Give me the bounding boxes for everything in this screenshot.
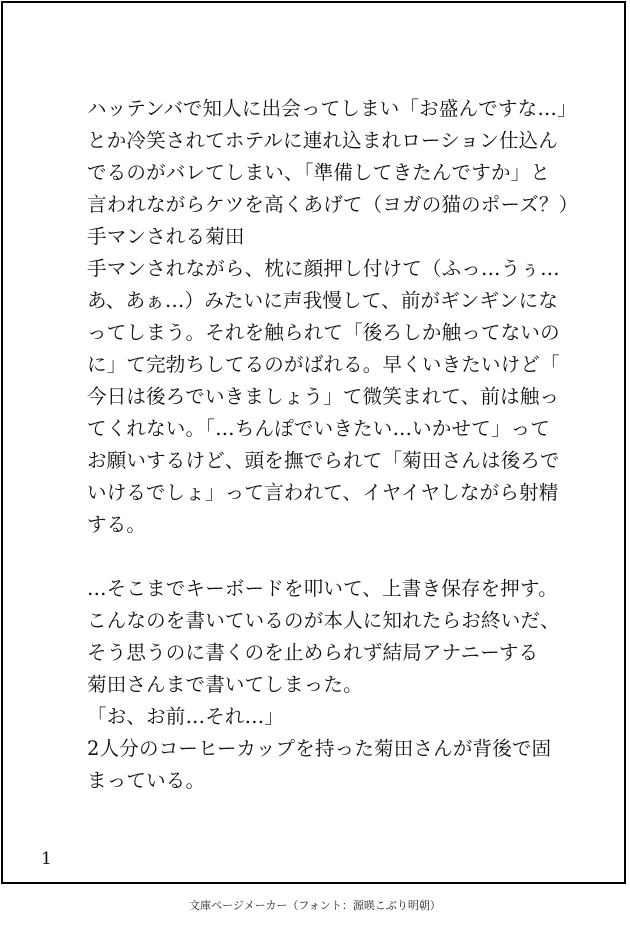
text-line: あ、あぁ…）みたいに声我慢して、前がギンギンにな xyxy=(87,289,559,312)
text-line: こんなのを書いているのが本人に知れたらお終いだ、 xyxy=(87,609,560,632)
text-line: に」て完勃ちしてるのがばれる。早くいきたいけど「 xyxy=(87,353,560,376)
text-line: まっている。 xyxy=(87,769,206,792)
text-line: 手マンされる菊田 xyxy=(87,225,245,248)
text-line: お願いするけど、頭を撫でられて「菊田さんは後ろで xyxy=(87,449,560,472)
blank-line xyxy=(87,541,567,573)
text-line: いけるでしょ」って言われて、イヤイヤしながら射精 xyxy=(87,481,559,504)
text-line: そう思うのに書くのを止められず結局アナニーする xyxy=(87,641,539,664)
text-line: ハッテンバで知人に出会ってしまい「お盛んですな…」 xyxy=(87,97,577,120)
text-line: 言われながらケツを高くあげて（ヨガの猫のポーズ？） xyxy=(87,193,579,216)
text-line: でるのがバレてしまい、「準備してきたんですか」と xyxy=(87,161,551,184)
body-text xyxy=(87,93,579,797)
text-line: てくれない。「…ちんぽでいきたい…いかせて」って xyxy=(87,417,551,440)
text-line: する。 xyxy=(87,513,147,536)
text-line: とか冷笑されてホテルに連れ込まれローション仕込ん xyxy=(87,129,559,152)
page-frame xyxy=(1,1,626,884)
text-line: 今日は後ろでいきましょう」て微笑まれて、前は触っ xyxy=(87,385,560,408)
text-line: …そこまでキーボードを叩いて、上書き保存を押す。 xyxy=(87,577,558,600)
page-number: 1 xyxy=(41,849,52,869)
text-line: 菊田さんまで書いてしまった。 xyxy=(87,673,363,696)
text-line: 手マンされながら、枕に顔押し付けて（ふっ…うぅ… xyxy=(87,257,560,280)
text-line: 「お、お前…それ…」 xyxy=(87,705,285,728)
text-line: ってしまう。それを触られて「後ろしか触ってないの xyxy=(87,321,560,344)
text-line: 2人分のコーヒーカップを持った菊田さんが背後で固 xyxy=(87,737,552,760)
footer-credit: 文庫ページメーカー（フォント：源暎こぶり明朝） xyxy=(189,899,441,912)
